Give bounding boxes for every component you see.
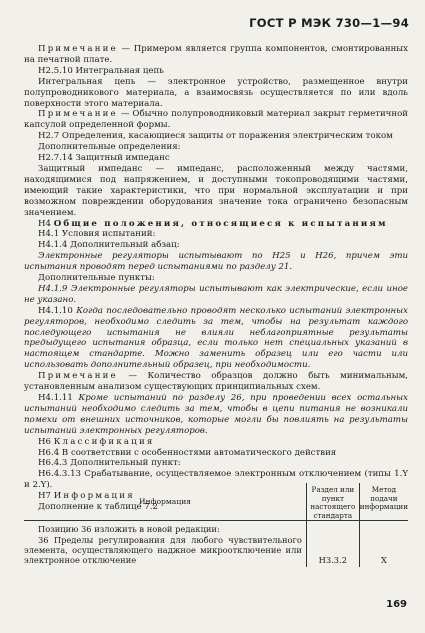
page-header: ГОСТ Р МЭК 730—1—94 xyxy=(249,16,409,30)
row-text: 36 Пределы регулирования для любого чувствительного элемента, осуществляющего наджное микроотключение или электронное отключение xyxy=(24,534,302,565)
definition-text: Интегральная цепь — электронное устройство, размещенное внутри полупроводникового материала, а взаимосвязь осуществляется по или вдоль поверхности этого материала. xyxy=(24,76,408,109)
clause-text: Когда последовательно проводят несколько испытаний электронных регуляторов, необходимо следить за тем, чтобы на результат каждого последующего испытания не влияли неблагоприятные результаты предыдущего испытания образца, если только нет специальных указаний в настоящем стандарте. Можно заменить образец или его части или использовать дополнительный образец, при необходимости. xyxy=(24,305,409,371)
table-header-info: Информация xyxy=(24,483,306,521)
note-label: Примечание xyxy=(38,371,118,382)
paragraph: H6.4.3.13 Срабатывание, осуществляемое электронным отключением (типы 1.Y и 2.Y). xyxy=(24,469,408,491)
section-heading: H4.1.4 Дополнительный абзац: xyxy=(38,240,180,251)
table-cell-method: X xyxy=(380,554,387,565)
page-number: 169 xyxy=(386,599,407,610)
document-body xyxy=(24,44,408,513)
chapter-title: Классификация xyxy=(53,436,155,447)
clause-number: H4.1.11 xyxy=(38,393,73,403)
section-heading: H2.5.10 Интегральная цепь xyxy=(38,65,164,76)
paragraph: Дополнительные определения: xyxy=(38,142,181,153)
note-paragraph xyxy=(24,44,408,66)
section-heading: H6.4.3 Дополнительный пункт: xyxy=(38,458,181,469)
note-label: Примечание xyxy=(38,44,118,54)
section-heading: H2.7 Определения, касающиеся защиты от поражения электрическим током xyxy=(38,131,393,142)
note-text: — Обычно полупроводниковый материал закрыт герметичной капсулой определенной формы. xyxy=(24,109,408,131)
paragraph: Дополнительные пункты: xyxy=(38,273,155,284)
section-heading: H6.4 В соответствии с особенностями автоматического действия xyxy=(38,447,337,458)
clause-text: Кроме испытаний по разделу 26, при проведении всех остальных испытаний необходимо следить за тем, чтобы в цепи питания не возникали помехи от внешних источников, которые могли бы повлиять на результаты испытаний электронных регуляторов. xyxy=(24,393,409,436)
note-text: — Примером является группа компонентов, смонтированных на печатной плате. xyxy=(24,44,408,65)
chapter-title: Общие положения, относящиеся к испытаниям xyxy=(53,218,388,229)
info-table xyxy=(24,483,408,567)
table-header-method: Метод подачи информации xyxy=(359,483,408,521)
paragraph xyxy=(24,393,408,437)
chapter-number: H6 xyxy=(38,436,51,447)
paragraph xyxy=(24,306,408,371)
paragraph: Электронные регуляторы испытывают по H25 и H26, причем эти испытания проводят перед испытаниями по разделу 21. xyxy=(24,251,408,273)
chapter-heading xyxy=(24,437,408,448)
paragraph: H4.1.9 Электронные регуляторы испытывают как электрические, если иное не указано. xyxy=(24,283,408,305)
note-text: — Количество образцов должно быть минимальным, установленным анализом существующих принципиальных схем. xyxy=(24,371,408,393)
table-caption: Дополнение к таблице 7.2 xyxy=(38,502,158,513)
note-paragraph xyxy=(24,109,408,131)
table-row xyxy=(24,521,408,567)
chapter-number: H4 xyxy=(38,218,51,229)
clause-number: H4.1.10 xyxy=(38,305,73,316)
chapter-number: H7 xyxy=(38,491,51,502)
definition-text: Защитный импеданс — импеданс, расположенный между частями, находящимися под напряжением, и доступными токопроводящими частями, имеющий такие характеристики, что при нормальной эксплуатации и при возможном повреждении оборудования значение тока ограничено безопасным значением. xyxy=(24,163,408,218)
note-label: Примечание xyxy=(38,109,118,120)
note-paragraph xyxy=(24,371,408,393)
table-header-row xyxy=(24,483,408,521)
section-heading: H4.1 Условия испытаний: xyxy=(38,229,156,240)
table-cell-info xyxy=(24,521,306,567)
chapter-title: Информация xyxy=(53,491,135,502)
row-intro: Позицию 36 изложить в новой редакции: xyxy=(38,524,220,535)
table-cell-clause: Н3.3.2 xyxy=(306,521,359,567)
table-header-clause: Раздел или пункт настоящего стандарта xyxy=(306,483,359,521)
section-heading: H2.7.14 Защитный импеданс xyxy=(38,153,170,164)
chapter-heading xyxy=(24,219,408,230)
